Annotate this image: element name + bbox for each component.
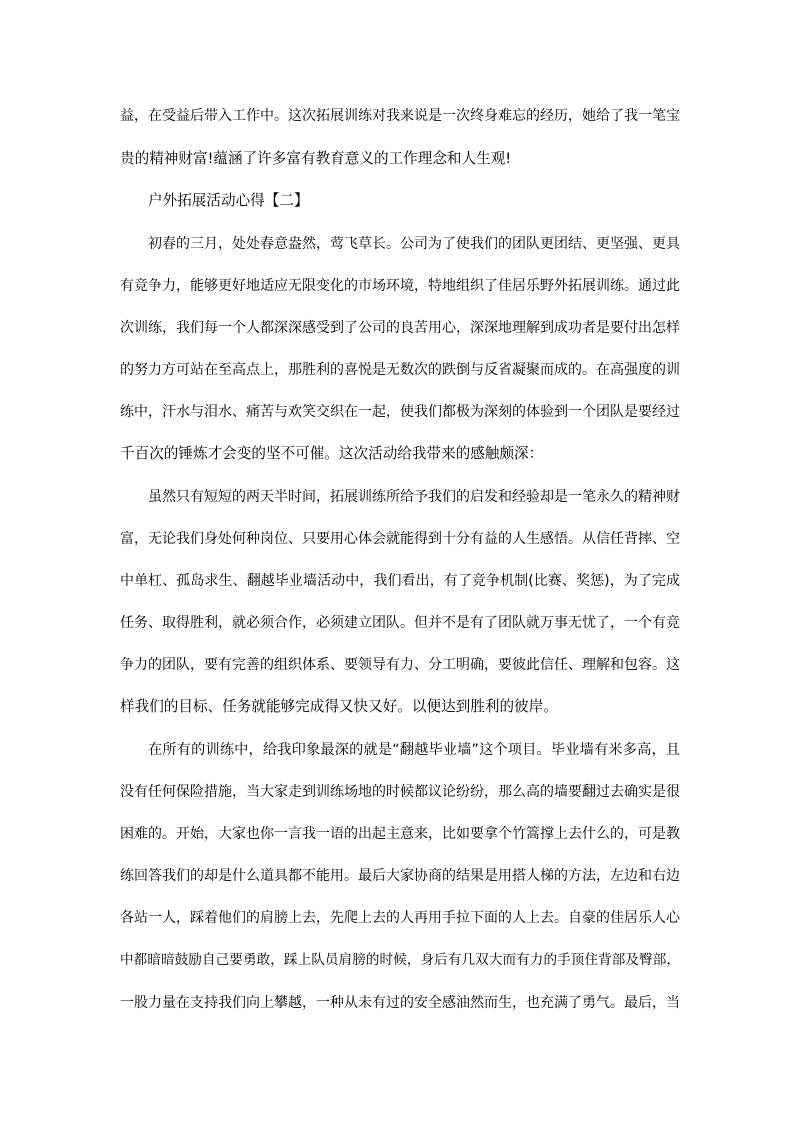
text-line: 的努力方可站在至高点上，那胜利的喜悦是无数次的跌倒与反省凝聚而成的。在高强度的训: [120, 362, 680, 378]
text-line: 有竞争力，能够更好地适应无限变化的市场环境，特地组织了佳居乐野外拓展训练。通过此: [120, 278, 680, 294]
text-line: 益，在受益后带入工作中。这次拓展训练对我来说是一次终身难忘的经历，她给了我一笔宝: [120, 108, 680, 124]
text-line: 样我们的目标、任务就能够完成得又快又好。以便达到胜利的彼岸。: [120, 698, 558, 715]
text-line: 困难的。开始，大家也你一言我一语的出起主意来，比如要拿个竹篙撑上去什么的，可是教: [120, 826, 680, 842]
text-line: 富，无论我们身处何种岗位、只要用心体会就能得到十分有益的人生感悟。从信任背摔、空: [120, 531, 680, 547]
text-line: 中单杠、孤岛求生、翻越毕业墙活动中，我们看出，有了竞争机制(比赛、奖惩)，为了完成: [120, 573, 680, 589]
text-line: 练中，汗水与泪水、痛苦与欢笑交织在一起，使我们都极为深刻的体验到一个团队是要经过: [120, 404, 680, 420]
text-line: 各站一人，踩着他们的肩膀上去，先爬上去的人再用手拉下面的人上去。自豪的佳居乐人心: [120, 910, 680, 926]
text-line: 练回答我们的却是什么道具都不能用。最后大家协商的结果是用搭人梯的方法，左边和右边: [120, 868, 680, 884]
text-line: 虽然只有短短的两天半时间，拓展训练所给予我们的启发和经验却是一笔永久的精神财: [148, 489, 680, 505]
text-line: 争力的团队，要有完善的组织体系、要领导有力、分工明确，要彼此信任、理解和包容。这: [120, 657, 680, 673]
section-heading: 户外拓展活动心得【二】: [148, 192, 309, 209]
text-line: 任务、取得胜利，就必须合作，必须建立团队。但并不是有了团队就万事无忧了，一个有竞: [120, 615, 680, 631]
text-line: 次训练，我们每一个人都深深感受到了公司的良苦用心，深深地理解到成功者是要付出怎样: [120, 320, 680, 336]
text-line: 中都暗暗鼓励自己要勇敢，踩上队员肩膀的时候，身后有几双大而有力的手顶住背部及臀部，: [120, 952, 680, 968]
text-line: 一股力量在支持我们向上攀越，一种从未有过的安全感油然而生，也充满了勇气。最后，当: [120, 995, 680, 1011]
text-line: 千百次的锤炼才会变的坚不可催。这次活动给我带来的感触颇深：: [120, 445, 544, 462]
text-line: 初春的三月，处处春意盎然，莺飞草长。公司为了使我们的团队更团结、更坚强、更具: [148, 236, 680, 252]
text-line: 没有任何保险措施，当大家走到训练场地的时候都议论纷纷，那么高的墙要翻过去确实是很: [120, 784, 680, 800]
text-line: 在所有的训练中，给我印象最深的就是“翻越毕业墙”这个项目。毕业墙有米多高，且: [148, 742, 680, 758]
text-line: 贵的精神财富!蕴涵了许多富有教育意义的工作理念和人生观!: [120, 150, 512, 167]
